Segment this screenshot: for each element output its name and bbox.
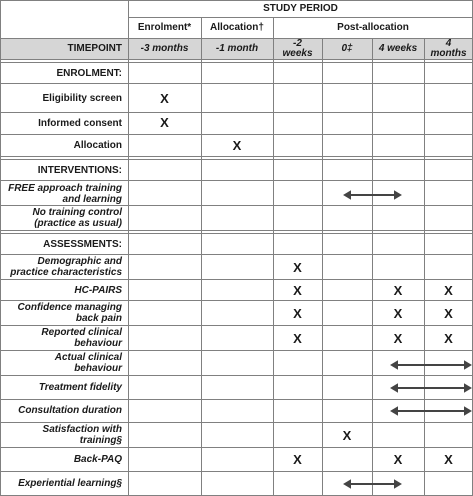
post-allocation-heading: Post-allocation — [337, 22, 409, 33]
actual-behaviour-duration-bar — [392, 362, 470, 368]
demographic-label-line1: Demographic and — [37, 256, 122, 267]
back-paq-mark-4-months: X — [444, 452, 453, 467]
informed-consent-label: Informed consent — [38, 118, 122, 129]
actual-behaviour-label-line2: behaviour — [74, 363, 122, 374]
consent-mark: X — [160, 115, 169, 130]
timepoint-minus-2-label: -2 — [293, 38, 302, 49]
demographic-label-line2: practice characteristics — [10, 267, 122, 278]
back-paq-label: Back-PAQ — [73, 454, 122, 465]
hc-pairs-mark-4-months: X — [444, 283, 453, 298]
confidence-mark-4-weeks: X — [393, 306, 403, 321]
timepoint-label: TIMEPOINT — [67, 43, 122, 54]
enrolment-column-heading: Enrolment* — [137, 22, 192, 33]
hc-pairs-mark-4-weeks: X — [393, 283, 403, 298]
reported-behaviour-label-line1: Reported clinical — [41, 327, 122, 338]
demographic-mark: X — [293, 260, 302, 275]
consultation-duration-label: Consultation duration — [18, 405, 122, 416]
back-paq-mark-4-weeks: X — [393, 452, 403, 467]
eligibility-screen-label: Eligibility screen — [42, 93, 122, 104]
satisfaction-label-line1: Satisfaction with — [42, 424, 122, 435]
consultation-duration-bar — [392, 408, 470, 414]
eligibility-mark: X — [160, 91, 169, 106]
timepoint-months-label: months — [430, 48, 467, 59]
timepoint-weeks-label: weeks — [282, 48, 313, 59]
confidence-label-line2: back pain — [75, 313, 122, 324]
confidence-mark-baseline: X — [293, 306, 302, 321]
fidelity-duration-bar — [392, 385, 470, 391]
reported-behaviour-label-line2: behaviour — [74, 338, 122, 349]
enrolment-section-heading: ENROLMENT: — [56, 68, 122, 79]
no-training-label-line2: (practice as usual) — [34, 218, 122, 229]
hc-pairs-label: HC-PAIRS — [74, 285, 122, 296]
satisfaction-label-line2: training§ — [79, 435, 122, 446]
allocation-row-label: Allocation — [73, 140, 122, 151]
treatment-fidelity-label: Treatment fidelity — [38, 382, 122, 393]
free-training-label-line1: FREE approach training — [8, 183, 122, 194]
experiential-learning-label: Experiential learning§ — [18, 478, 122, 489]
back-paq-mark-baseline: X — [293, 452, 302, 467]
timepoint-minus-1-month: -1 month — [215, 43, 259, 54]
assessments-section-heading: ASSESSMENTS: — [43, 239, 122, 250]
satisfaction-mark: X — [342, 428, 352, 443]
confidence-label-line1: Confidence managing — [17, 302, 122, 313]
hc-pairs-mark-baseline: X — [293, 283, 302, 298]
free-training-label-line2: and learning — [62, 194, 122, 205]
timepoint-4-label: 4 — [445, 38, 452, 49]
confidence-mark-4-months: X — [444, 306, 453, 321]
no-training-label-line1: No training control — [32, 207, 122, 218]
allocation-column-heading: Allocation† — [210, 22, 264, 33]
allocation-mark: X — [232, 138, 242, 153]
timepoint-4-weeks: 4 weeks — [378, 43, 418, 54]
study-period-heading: STUDY PERIOD — [263, 3, 338, 14]
timepoint-zero: 0‡ — [341, 43, 353, 54]
reported-behaviour-mark-4-months: X — [444, 331, 453, 346]
actual-behaviour-label-line1: Actual clinical — [54, 352, 122, 363]
reported-behaviour-mark-4-weeks: X — [393, 331, 403, 346]
interventions-section-heading: INTERVENTIONS: — [37, 165, 122, 176]
reported-behaviour-mark-baseline: X — [293, 331, 302, 346]
timepoint-minus-3-months: -3 months — [140, 43, 189, 54]
